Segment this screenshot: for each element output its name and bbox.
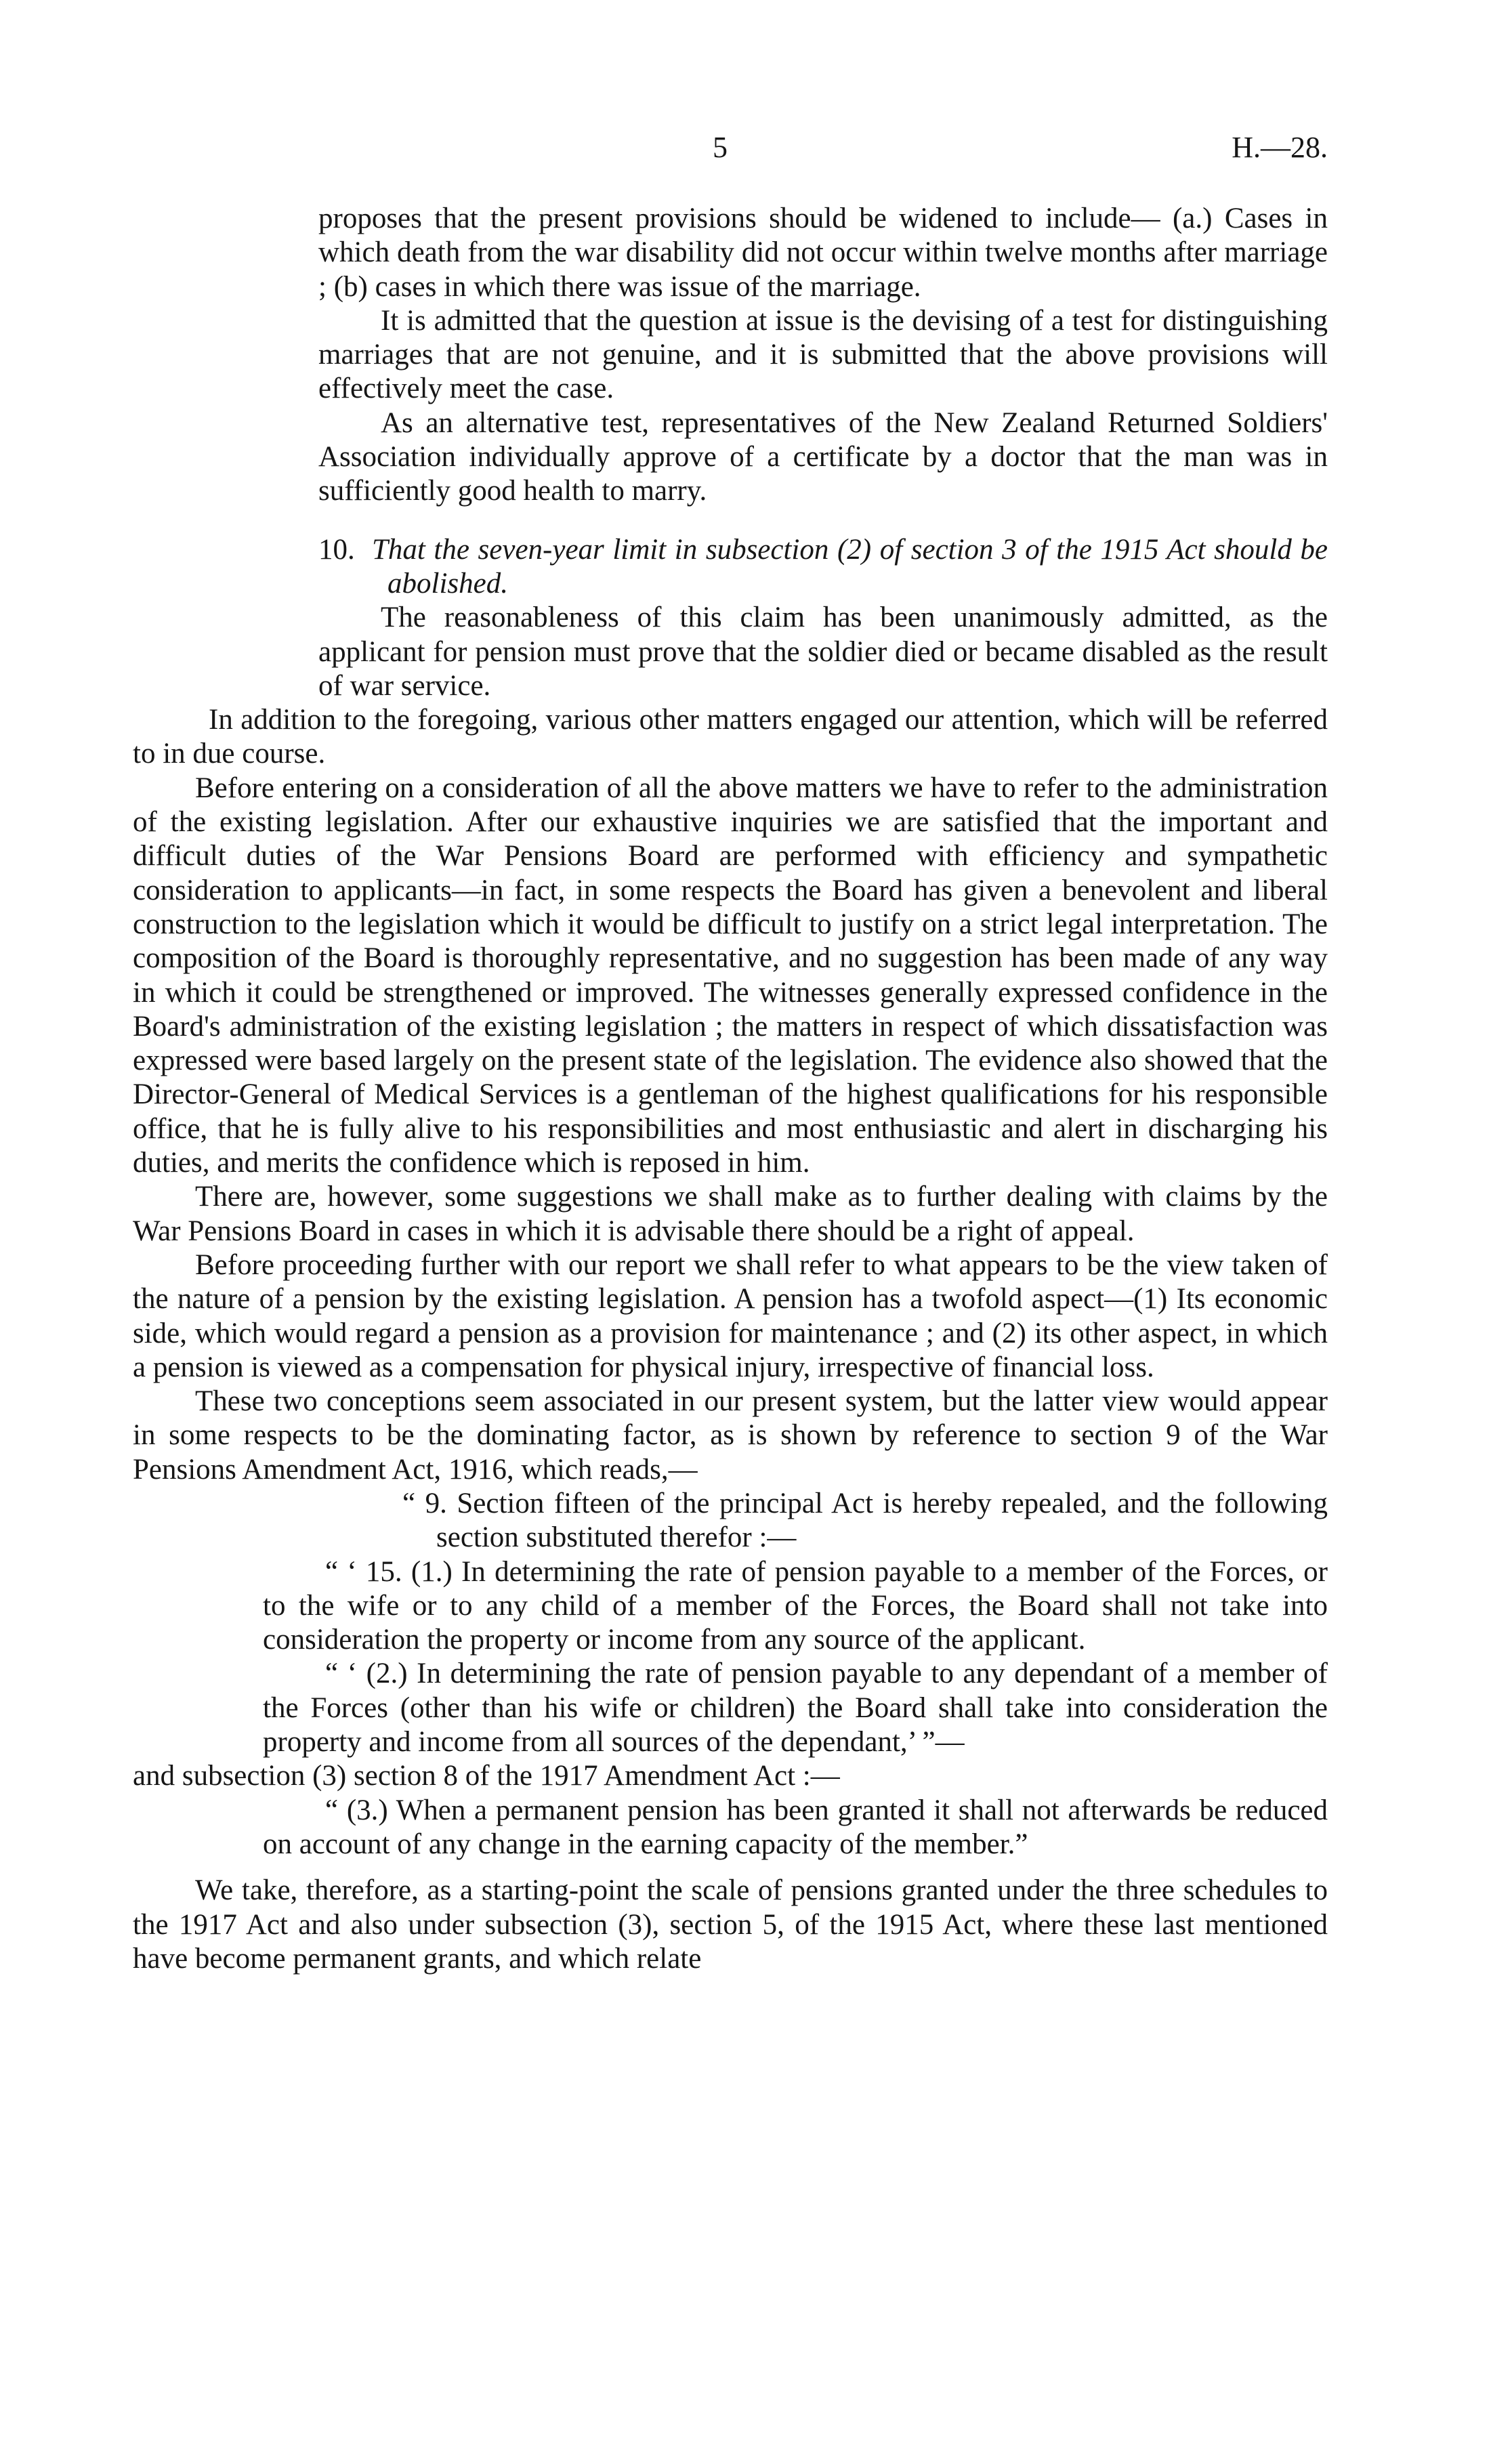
- paragraph: There are, however, some suggestions we shall make as to further dealing with claims by the War Pensions Board in cases in which it is advisable there should be a right of appeal.: [133, 1181, 1328, 1247]
- item-number: 10.: [318, 533, 355, 566]
- paragraph: We take, therefore, as a starting-point the scale of pensions granted under the three schedules to the 1917 Act and also under subsection (3), section 5, of the 1915 Act, where these last mentioned have become permanent grants, and which relate: [133, 1874, 1328, 1975]
- paragraph: and subsection (3) section 8 of the 1917 Amendment Act :—: [133, 1760, 840, 1792]
- page-number: 5: [713, 131, 728, 164]
- quotation: “ 9. Section fifteen of the principal Act is hereby repealed, and the following section substituted therefor :—: [402, 1487, 1328, 1554]
- paragraph: proposes that the present provisions should be widened to include— (a.) Cases in which death from the war disability did not occur within twelve months after marriage ; (b) cases in which there was issue of the marriage.: [318, 203, 1328, 303]
- paragraph: Before entering on a consideration of all the above matters we have to refer to the administration of the existing legislation. After our exhaustive inquiries we are satisfied that the important and difficult duties of the War Pensions Board are performed with efficiency and sympathetic consideration to applicants—in fact, in some respects the Board has given a benevolent and liberal construction to the legislation which it would be difficult to justify on a strict legal interpretation. The composition of the Board is thoroughly representative, and no suggestion has been made of any way in which it could be strengthened or improved. The witnesses generally expressed confidence in the Board's administration of the existing legislation ; the matters in respect of which dissatisfaction was expressed were based largely on the present state of the legislation. The evidence also showed that the Director-General of Medical Services is a gentleman of the highest qualifications for his responsible office, that he is fully alive to his responsibilities and most enthusiastic and alert in discharging his duties, and merits the confidence which is reposed in him.: [133, 772, 1328, 1179]
- body-text: [133, 202, 1328, 1976]
- paragraph: The reasonableness of this claim has been unanimously admitted, as the applicant for pension must prove that the soldier died or became disabled as the result of war service.: [318, 602, 1328, 702]
- quotation: “ ‘ 15. (1.) In determining the rate of pension payable to a member of the Forces, or to the wife or to any child of a member of the Forces, the Board shall not take into consideration the property or income from any source of the applicant.: [263, 1555, 1328, 1656]
- item-heading: That the seven-year limit in subsection (2) of section 3 of the 1915 Act should be abolished.: [371, 533, 1328, 600]
- document-reference: H.—28.: [1232, 131, 1328, 164]
- quotation: “ ‘ (2.) In determining the rate of pension payable to any dependant of a member of the Forces (other than his wife or children) the Board shall take into consideration the property and income from all sources of the dependant,’ ”—: [263, 1658, 1328, 1759]
- paragraph: As an alternative test, representatives of the New Zealand Returned Soldiers' Association individually approve of a certificate by a doctor that the man was in sufficiently good health to marry.: [318, 406, 1328, 507]
- paragraph: It is admitted that the question at issue is the devising of a test for distinguishing marriages that are not genuine, and it is submitted that the above provisions will effectively meet the case.: [318, 304, 1328, 405]
- numbered-item: [318, 533, 1328, 602]
- paragraph: In addition to the foregoing, various other matters engaged our attention, which will be referred to in due course.: [133, 704, 1328, 770]
- paragraph: Before proceeding further with our report we shall refer to what appears to be the view taken of the nature of a pension by the existing legislation. A pension has a twofold aspect—(1) Its economic side, which would regard a pension as a provision for maintenance ; and (2) its other aspect, in which a pension is viewed as a compensation for physical injury, irrespective of financial loss.: [133, 1248, 1328, 1383]
- paragraph: These two conceptions seem associated in our present system, but the latter view would appear in some respects to be the dominating factor, as is shown by reference to section 9 of the War Pensions Amendment Act, 1916, which reads,—: [133, 1385, 1328, 1486]
- quotation: “ (3.) When a permanent pension has been granted it shall not afterwards be reduced on account of any change in the earning capacity of the member.”: [263, 1794, 1328, 1860]
